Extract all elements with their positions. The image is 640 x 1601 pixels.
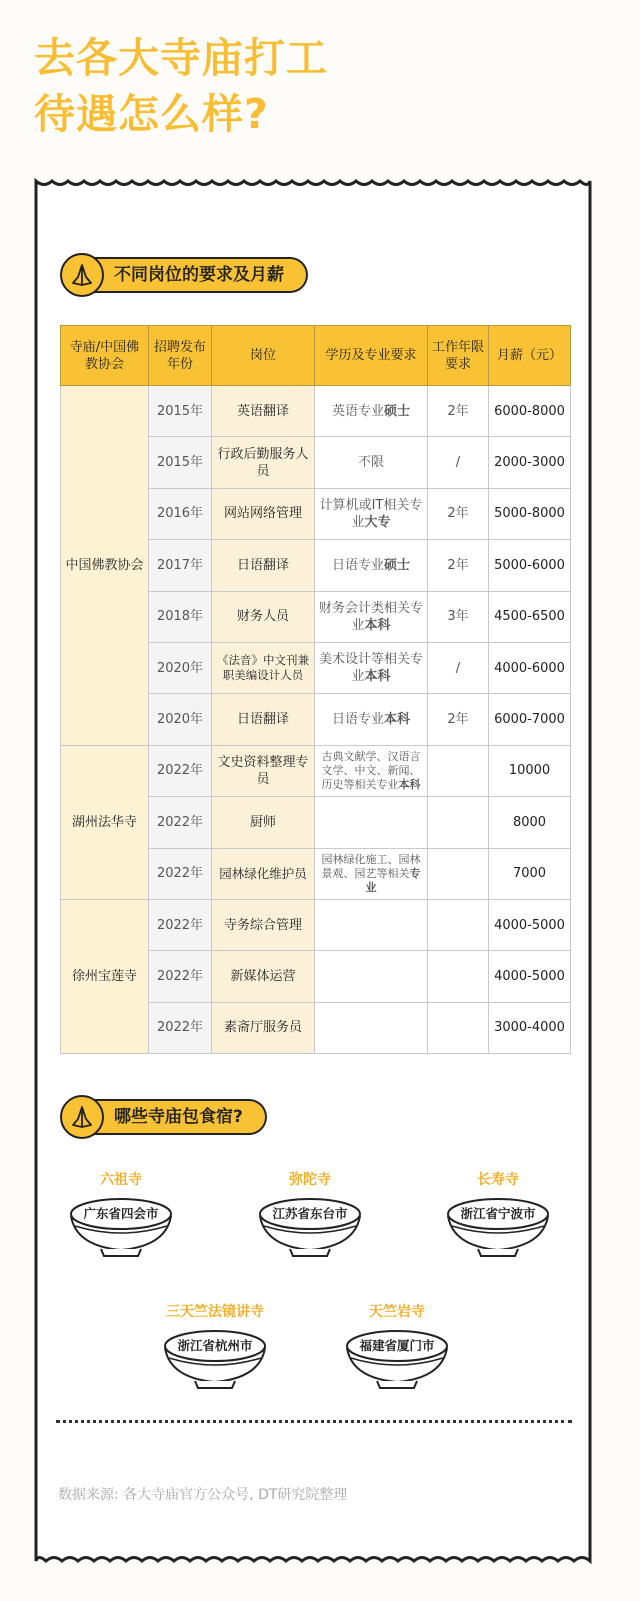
education-cell xyxy=(315,694,428,745)
salary-cell: 6000-7000 xyxy=(489,694,571,745)
degree-text: 大专 xyxy=(364,514,391,530)
education-cell xyxy=(315,642,428,693)
position-cell: 英语翻译 xyxy=(212,386,315,437)
salary-cell: 3000-4000 xyxy=(489,1002,571,1053)
education-cell xyxy=(315,437,428,488)
temple-cell: 中国佛教协会 xyxy=(61,386,149,746)
education-text: 不限 xyxy=(357,455,384,471)
title-line-2: 待遇怎么样? xyxy=(34,90,269,138)
education-text: 日语专业 xyxy=(331,712,384,728)
table-row xyxy=(61,745,571,796)
salary-cell: 4000-5000 xyxy=(489,951,571,1002)
year-cell: 2022年 xyxy=(149,745,212,796)
table-row xyxy=(61,899,571,950)
position-cell: 《法音》中文刊兼职美编设计人员 xyxy=(212,642,315,693)
salary-cell: 5000-8000 xyxy=(489,488,571,539)
bowl-temple-name: 长寿寺 xyxy=(477,1172,519,1188)
degree-text: 硕士 xyxy=(384,557,411,573)
year-cell: 2022年 xyxy=(149,899,212,950)
table-header-row xyxy=(61,326,571,386)
bowl-temple-name: 弥陀寺 xyxy=(289,1172,331,1188)
education-text: 日语专业 xyxy=(331,557,384,573)
title-line-1: 去各大寺庙打工 xyxy=(34,34,328,82)
experience-cell xyxy=(428,951,489,1002)
education-text: 英语专业 xyxy=(331,403,384,419)
education-text: 财务会计类相关专业 xyxy=(318,600,423,633)
header-education: 学历及专业要求 xyxy=(315,326,428,386)
degree-text: 本科 xyxy=(364,669,391,685)
experience-cell xyxy=(428,899,489,950)
page-title xyxy=(34,30,594,142)
degree-text: 专业 xyxy=(365,866,421,894)
education-cell xyxy=(315,745,428,796)
education-text: 古典文献学、汉语言文学、中文、新闻、历史等相关专业 xyxy=(321,749,421,791)
education-text: 园林绿化施工、园林景观、园艺等相关 xyxy=(321,852,421,880)
position-cell: 日语翻译 xyxy=(212,540,315,591)
praying-hands-icon xyxy=(60,253,104,297)
degree-text: 本科 xyxy=(364,617,391,633)
education-cell xyxy=(315,488,428,539)
experience-cell: / xyxy=(428,437,489,488)
section-1-title: 不同岗位的要求及月薪 xyxy=(90,257,308,293)
position-cell: 行政后勤服务人员 xyxy=(212,437,315,488)
temple-cell: 湖州法华寺 xyxy=(61,745,149,899)
year-cell: 2020年 xyxy=(149,694,212,745)
bowl-temple-name: 六祖寺 xyxy=(100,1172,142,1188)
degree-text: 本科 xyxy=(398,777,421,791)
position-cell: 日语翻译 xyxy=(212,694,315,745)
degree-text: 本科 xyxy=(384,712,411,728)
header-experience: 工作年限要求 xyxy=(428,326,489,386)
bowl-foot xyxy=(101,1249,141,1256)
year-cell: 2022年 xyxy=(149,1002,212,1053)
bowl-temple-name: 三天竺法镜讲寺 xyxy=(166,1304,264,1320)
position-cell: 文史资料整理专员 xyxy=(212,745,315,796)
experience-cell: 2年 xyxy=(428,694,489,745)
bowl-temple-name: 天竺岩寺 xyxy=(369,1304,425,1320)
education-cell xyxy=(315,386,428,437)
table-row xyxy=(61,386,571,437)
bowl-location: 福建省厦门市 xyxy=(359,1338,435,1353)
position-cell: 素斋厅服务员 xyxy=(212,1002,315,1053)
position-cell: 厨师 xyxy=(212,797,315,848)
position-cell: 新媒体运营 xyxy=(212,951,315,1002)
bowl-icon xyxy=(342,1326,452,1390)
bowl-foot xyxy=(290,1249,330,1256)
bowl-location: 浙江省宁波市 xyxy=(460,1206,536,1221)
education-cell xyxy=(315,1002,428,1053)
header-temple: 寺庙/中国佛教协会 xyxy=(61,326,149,386)
education-text: 计算机或IT相关专业 xyxy=(319,497,423,530)
salary-cell: 5000-6000 xyxy=(489,540,571,591)
education-cell xyxy=(315,591,428,642)
salary-cell: 4000-5000 xyxy=(489,899,571,950)
salary-cell: 10000 xyxy=(489,745,571,796)
position-cell: 寺务综合管理 xyxy=(212,899,315,950)
experience-cell: 2年 xyxy=(428,386,489,437)
position-cell: 园林绿化维护员 xyxy=(212,848,315,899)
header-salary: 月薪（元） xyxy=(489,326,571,386)
experience-cell: / xyxy=(428,642,489,693)
year-cell: 2016年 xyxy=(149,488,212,539)
year-cell: 2017年 xyxy=(149,540,212,591)
education-cell xyxy=(315,797,428,848)
salary-cell: 4500-6500 xyxy=(489,591,571,642)
education-cell xyxy=(315,848,428,899)
year-cell: 2022年 xyxy=(149,951,212,1002)
year-cell: 2022年 xyxy=(149,848,212,899)
bowl-foot xyxy=(377,1381,417,1388)
position-cell: 网站网络管理 xyxy=(212,488,315,539)
header-year: 招聘发布年份 xyxy=(149,326,212,386)
bowl-foot xyxy=(195,1381,235,1388)
salary-cell: 4000-6000 xyxy=(489,642,571,693)
experience-cell xyxy=(428,848,489,899)
year-cell: 2022年 xyxy=(149,797,212,848)
experience-cell xyxy=(428,797,489,848)
education-cell xyxy=(315,540,428,591)
salary-cell: 8000 xyxy=(489,797,571,848)
bowl-foot xyxy=(478,1249,518,1256)
bowl-icon xyxy=(443,1194,553,1258)
year-cell: 2018年 xyxy=(149,591,212,642)
position-cell: 财务人员 xyxy=(212,591,315,642)
temple-cell: 徐州宝莲寺 xyxy=(61,899,149,1053)
education-cell xyxy=(315,951,428,1002)
education-cell xyxy=(315,899,428,950)
header-position: 岗位 xyxy=(212,326,315,386)
bowl-location: 江苏省东台市 xyxy=(272,1206,348,1221)
experience-cell xyxy=(428,745,489,796)
experience-cell: 2年 xyxy=(428,540,489,591)
salary-cell: 2000-3000 xyxy=(489,437,571,488)
experience-cell: 2年 xyxy=(428,488,489,539)
year-cell: 2020年 xyxy=(149,642,212,693)
section-2-title: 哪些寺庙包食宿? xyxy=(90,1099,267,1135)
bowl-icon xyxy=(66,1194,176,1258)
salary-cell: 7000 xyxy=(489,848,571,899)
bowl-icon xyxy=(255,1194,365,1258)
bowl-item xyxy=(443,1170,553,1221)
experience-cell: 3年 xyxy=(428,591,489,642)
bowl-item xyxy=(342,1302,452,1353)
bowl-item xyxy=(150,1302,280,1353)
data-source: 数据来源: 各大寺庙官方公众号, DT研究院整理 xyxy=(58,1487,348,1503)
bowl-location: 浙江省杭州市 xyxy=(177,1338,253,1353)
bowl-item xyxy=(66,1170,176,1221)
bowl-icon xyxy=(160,1326,270,1390)
degree-text: 硕士 xyxy=(384,403,411,419)
year-cell: 2015年 xyxy=(149,386,212,437)
year-cell: 2015年 xyxy=(149,437,212,488)
experience-cell xyxy=(428,1002,489,1053)
education-text: 美术设计等相关专业 xyxy=(318,652,423,685)
bowl-location: 广东省四会市 xyxy=(83,1206,159,1221)
dotted-divider xyxy=(56,1420,572,1423)
bowl-item xyxy=(255,1170,365,1221)
praying-hands-icon xyxy=(60,1095,104,1139)
jobs-table xyxy=(60,325,571,1054)
salary-cell: 6000-8000 xyxy=(489,386,571,437)
